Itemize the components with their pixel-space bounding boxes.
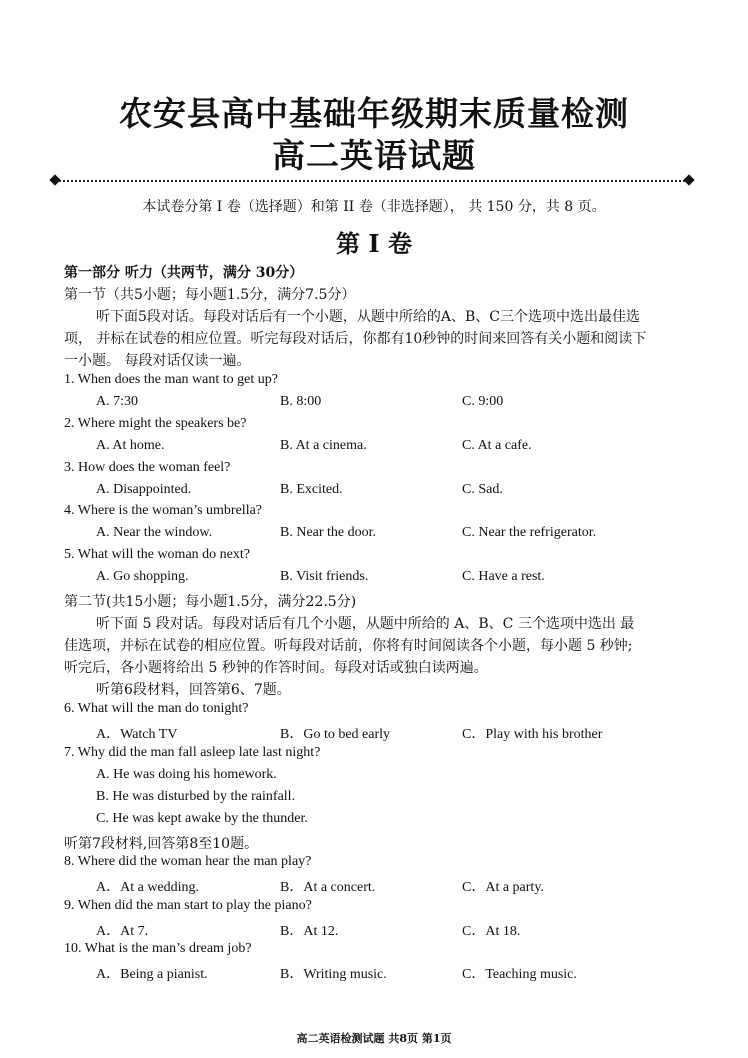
question-8-option-a: A．At a wedding. [96, 880, 200, 895]
question-6-option-c: C．Play with his brother [462, 727, 603, 742]
section1-instruction-line1: 听下面5段对话。每段对话后有一个小题，从题中所给的A、B、C三个选项中选出最佳选 [96, 309, 641, 325]
question-4-option-c: C. Near the refrigerator. [462, 525, 597, 540]
question-1-option-b: B. 8:00 [280, 394, 322, 409]
question-7-option-a: A. He was doing his homework. [96, 767, 277, 782]
question-9-option-c: C．At 18. [462, 924, 521, 939]
question-3-option-c: C. Sad. [462, 482, 503, 497]
section2-instruction-line1: 听下面 5 段对话。每段对话后有几个小题，从题中所给的 A、B、C 三个选项中选出 最 [96, 616, 635, 632]
material-7-instruction: 听第7段材料,回答第8至10题。 [64, 836, 259, 852]
question-5-stem: 5. What will the woman do next? [64, 547, 250, 562]
question-6-option-b: B．Go to bed early [280, 727, 391, 742]
question-2-option-b: B. At a cinema. [280, 438, 367, 453]
exam-title-line1: 农安县高中基础年级期末质量检测 [119, 94, 629, 133]
exam-title-line2: 高二英语试题 [272, 136, 476, 175]
material-6-instruction: 听第6段材料，回答第6、7题。 [96, 682, 291, 698]
question-9-option-a: A．At 7. [96, 924, 149, 939]
question-10-stem: 10. What is the man’s dream job? [64, 941, 252, 956]
section1-instruction-line3: 一小题。 每段对话仅读一遍。 [64, 353, 251, 369]
question-5-option-a: A. Go shopping. [96, 569, 189, 584]
question-2-option-c: C. At a cafe. [462, 438, 532, 453]
section2-instruction-line3: 听完后，各小题将给出 5 秒钟的作答时间。每段对话或独白读两遍。 [64, 660, 488, 676]
question-2-option-a: A. At home. [96, 438, 165, 453]
question-1-stem: 1. When does the man want to get up? [64, 372, 278, 387]
question-6-stem: 6. What will the man do tonight? [64, 701, 249, 716]
question-6-option-a: A．Watch TV [96, 727, 178, 742]
section1-heading: 第一节（共5小题；每小题1.5分，满分7.5分） [64, 287, 356, 303]
part1-heading: 第一部分 听力（共两节，满分 30分） [64, 265, 304, 281]
question-3-option-a: A. Disappointed. [96, 482, 192, 497]
exam-info: 本试卷分第 I 卷（选择题）和第 II 卷（非选择题）， 共 150 分，共 8 页。 [142, 199, 606, 215]
question-7-option-b: B. He was disturbed by the rainfall. [96, 789, 296, 804]
question-7-option-c: C. He was kept awake by the thunder. [96, 811, 308, 826]
question-5-option-b: B. Visit friends. [280, 569, 369, 584]
dotted-divider [56, 180, 688, 182]
question-8-option-c: C．At a party. [462, 880, 544, 895]
question-8-option-b: B．At a concert. [280, 880, 376, 895]
section2-heading: 第二节(共15小题；每小题1.5分，满分22.5分) [64, 594, 357, 610]
question-5-option-c: C. Have a rest. [462, 569, 545, 584]
question-4-option-b: B. Near the door. [280, 525, 377, 540]
question-3-option-b: B. Excited. [280, 482, 343, 497]
question-9-option-b: B．At 12. [280, 924, 339, 939]
question-2-stem: 2. Where might the speakers be? [64, 416, 247, 431]
volume-title: 第 I 卷 [336, 229, 412, 258]
question-4-option-a: A. Near the window. [96, 525, 213, 540]
section2-instruction-line2: 佳选项，并标在试卷的相应位置。听每段对话前，你将有时间阅读各个小题，每小题 5 秒钟; [64, 638, 633, 654]
question-1-option-a: A. 7:30 [96, 394, 138, 409]
question-1-option-c: C. 9:00 [462, 394, 504, 409]
question-3-stem: 3. How does the woman feel? [64, 460, 231, 475]
page-footer: 高二英语检测试题 共8页 第1页 [296, 1032, 452, 1045]
question-7-stem: 7. Why did the man fall asleep late last night? [64, 745, 321, 760]
section1-instruction-line2: 项， 并标在试卷的相应位置。听完每段对话后，你都有10秒钟的时间来回答有关小题和阅读下 [64, 331, 647, 347]
question-10-option-c: C．Teaching music. [462, 967, 577, 982]
question-10-option-a: A．Being a pianist. [96, 967, 208, 982]
question-8-stem: 8. Where did the woman hear the man play? [64, 854, 312, 869]
question-9-stem: 9. When did the man start to play the piano? [64, 898, 312, 913]
question-4-stem: 4. Where is the woman’s umbrella? [64, 503, 263, 518]
question-10-option-b: B．Writing music. [280, 967, 387, 982]
